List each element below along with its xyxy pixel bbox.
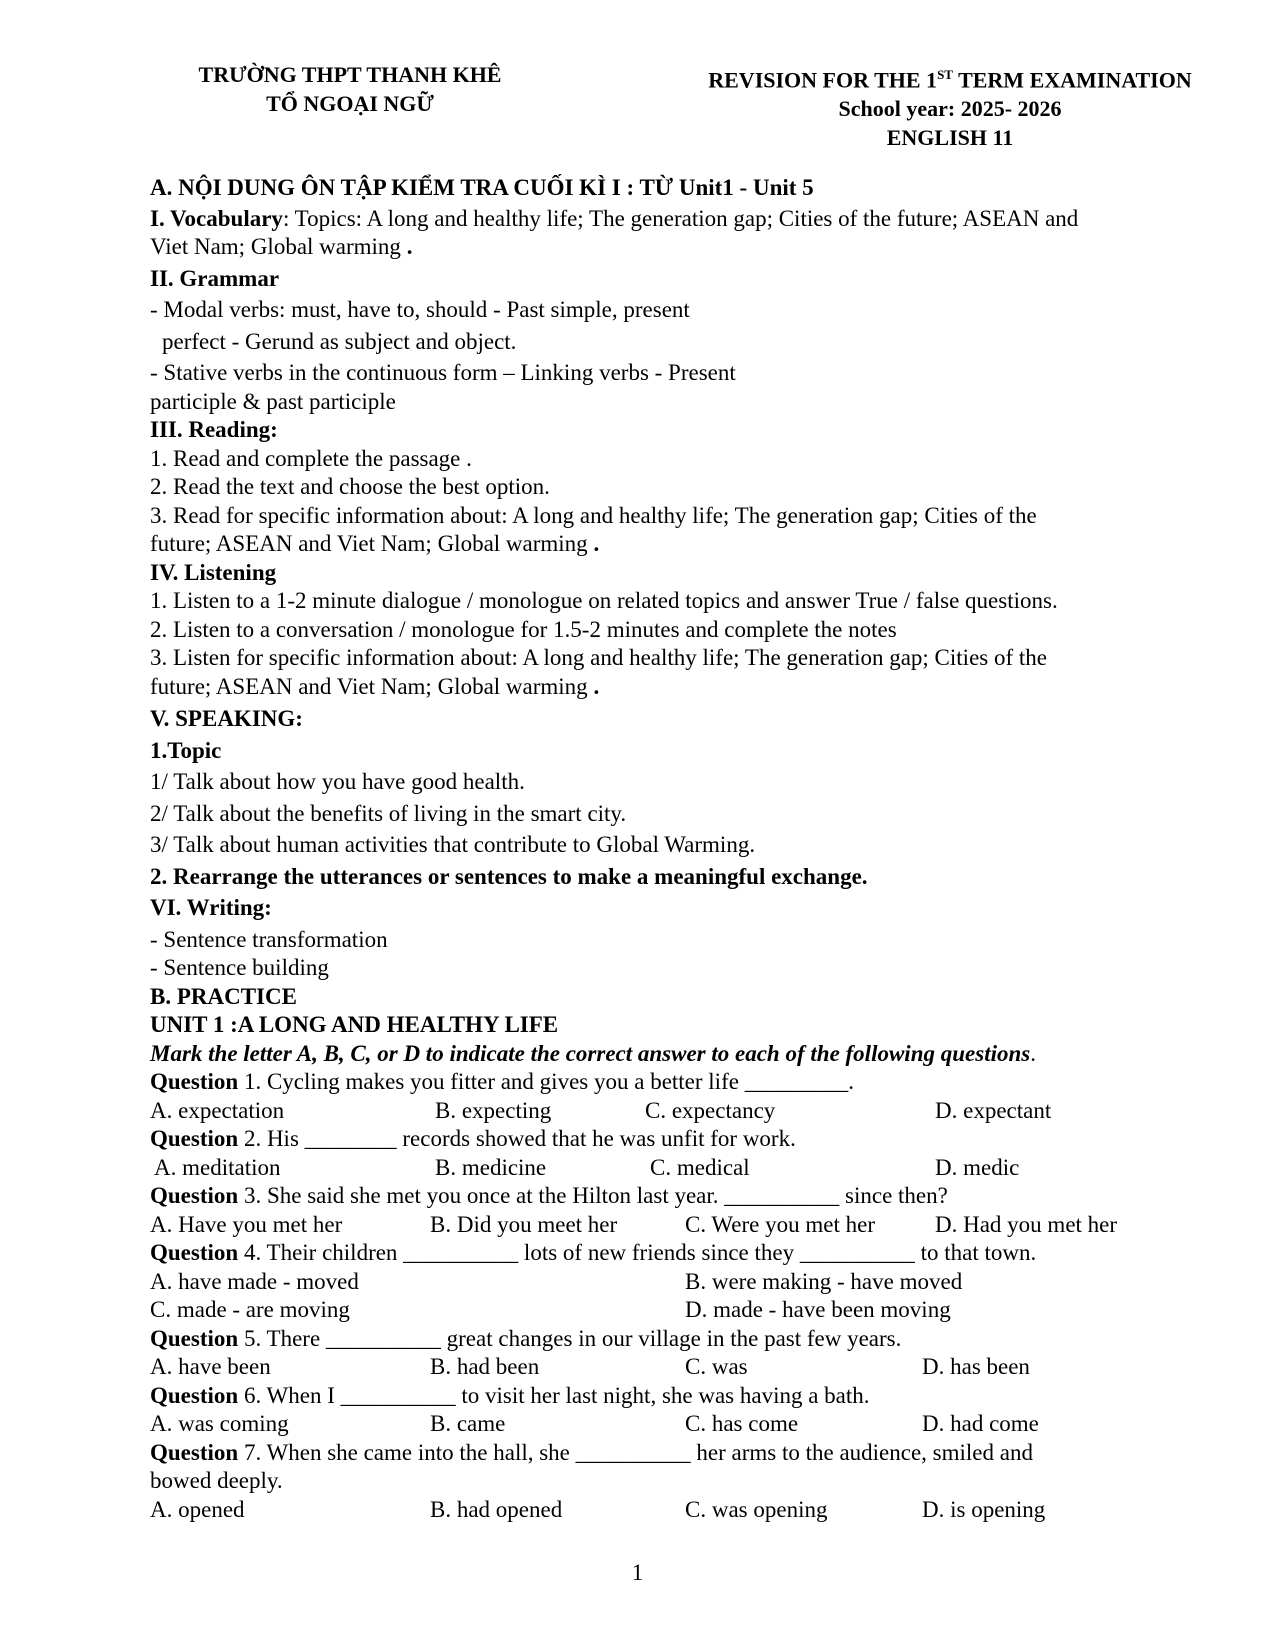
question-text: 2. His ________ records showed that he was unfit for work.	[238, 1126, 796, 1151]
exam-title-sup: ST	[937, 67, 953, 82]
listening-item-3: 3. Listen for specific information about: A long and healthy life; The generation gap; Cities of the	[150, 645, 1047, 670]
grammar-line-2: perfect - Gerund as subject and object.	[162, 328, 517, 354]
option-b: B. Did you meet her	[430, 1211, 618, 1237]
reading-item-3-dot: .	[593, 531, 600, 556]
reading-item-2: 2. Read the text and choose the best option.	[150, 474, 550, 499]
options-1	[150, 1097, 1180, 1126]
option-c: C. was	[685, 1354, 748, 1379]
listening-label: IV. Listening	[150, 559, 277, 585]
question-1	[150, 1068, 1180, 1097]
vocabulary-text: : Topics: A long and healthy life; The generation gap; Cities of the future; ASEAN and	[282, 205, 1079, 231]
writing-label: VI. Writing:	[150, 895, 272, 920]
grammar-line-4: participle & past participle	[150, 388, 396, 414]
question-label: Question	[150, 1240, 239, 1265]
exam-title-text: REVISION FOR THE 1	[708, 67, 938, 93]
options-4-row-1	[150, 1268, 1180, 1297]
reading-label: III. Reading:	[150, 417, 278, 442]
question-text: 6. When I __________ to visit her last night, she was having a bath.	[238, 1382, 870, 1408]
question-text: 4. Their children __________ lots of new friends since they __________ to that town.	[238, 1240, 1037, 1265]
section-b-heading: B. PRACTICE	[150, 983, 297, 1009]
question-text: 3. She said she met you once at the Hilton last year. __________ since then?	[238, 1183, 948, 1208]
topic-item-2: 2/ Talk about the benefits of living in the smart city.	[150, 800, 627, 826]
vocabulary-label: I. Vocabulary	[150, 205, 283, 231]
document-body	[150, 174, 1180, 1524]
subject: ENGLISH 11	[886, 125, 1014, 151]
option-a: A. opened	[150, 1496, 245, 1522]
option-c: C. expectancy	[645, 1097, 776, 1123]
option-b: B. had opened	[430, 1496, 563, 1522]
option-a: A. Have you met her	[150, 1211, 343, 1237]
options-2	[150, 1154, 1180, 1183]
reading-item-3-cont	[150, 530, 1180, 559]
grammar-line-1: - Modal verbs: must, have to, should - Past simple, present	[150, 297, 690, 322]
question-5	[150, 1325, 1180, 1354]
reading-item-3: 3. Read for specific information about: A long and healthy life; The generation gap; Cities of the	[150, 502, 1037, 528]
writing-item-1: - Sentence transformation	[150, 926, 388, 952]
section-a-heading: A. NỘI DUNG ÔN TẬP KIỂM TRA CUỐI KÌ I : TỪ Unit1 - Unit 5	[150, 175, 814, 200]
school-header	[160, 60, 540, 118]
instruction	[150, 1040, 1180, 1069]
vocabulary-dot: .	[406, 234, 413, 259]
exam-header	[660, 60, 1240, 152]
speaking-label: V. SPEAKING:	[150, 706, 303, 731]
question-label: Question	[150, 1439, 239, 1465]
option-a: A. have been	[150, 1354, 271, 1379]
listening-item-3-text: future; ASEAN and Viet Nam; Global warming	[150, 673, 594, 699]
listening-item-3-cont	[150, 673, 1180, 702]
option-b: B. expecting	[435, 1097, 552, 1123]
question-3	[150, 1182, 1180, 1211]
question-text: 1. Cycling makes you fitter and gives you a better life _________.	[238, 1069, 854, 1094]
options-7	[150, 1496, 1180, 1525]
listening-item-3-dot: .	[593, 673, 600, 699]
question-label: Question	[150, 1069, 239, 1094]
topic-item-1: 1/ Talk about how you have good health.	[150, 769, 525, 794]
option-a: A. have made - moved	[150, 1268, 359, 1294]
option-d: D. medic	[935, 1154, 1020, 1180]
page-number: 1	[631, 1560, 644, 1585]
rearrange-item: 2. Rearrange the utterances or sentences to make a meaningful exchange.	[150, 863, 868, 889]
question-text: 5. There __________ great changes in our village in the past few years.	[238, 1325, 902, 1351]
option-d: D. expectant	[935, 1097, 1052, 1123]
exam-title	[660, 60, 1240, 94]
question-7	[150, 1439, 1180, 1468]
option-d: D. made - have been moving	[685, 1297, 951, 1322]
option-d: D. is opening	[922, 1496, 1046, 1522]
option-d: D. had come	[922, 1411, 1039, 1436]
question-label: Question	[150, 1126, 239, 1151]
options-4-row-2	[150, 1296, 1180, 1325]
question-4	[150, 1239, 1180, 1268]
writing-item-2: - Sentence building	[150, 955, 329, 980]
listening-item-1: 1. Listen to a 1-2 minute dialogue / monologue on related topics and answer True / false questions.	[150, 588, 1058, 613]
option-a: A. meditation	[154, 1154, 281, 1180]
question-6	[150, 1382, 1180, 1411]
question-7-cont: bowed deeply.	[150, 1468, 283, 1493]
question-2	[150, 1125, 1180, 1154]
question-label: Question	[150, 1325, 239, 1351]
option-a: A. expectation	[150, 1097, 285, 1123]
question-label: Question	[150, 1382, 239, 1408]
options-3	[150, 1211, 1180, 1240]
listening-item-2: 2. Listen to a conversation / monologue for 1.5-2 minutes and complete the notes	[150, 616, 897, 642]
option-b: B. medicine	[435, 1154, 547, 1180]
option-c: C. Were you met her	[685, 1211, 875, 1237]
option-c: C. was opening	[685, 1496, 828, 1522]
options-6	[150, 1410, 1180, 1439]
exam-title-tail: TERM EXAMINATION	[952, 67, 1192, 93]
school-year: School year: 2025- 2026	[838, 96, 1062, 122]
grammar-line-3: - Stative verbs in the continuous form – Linking verbs - Present	[150, 360, 736, 385]
grammar-label: II. Grammar	[150, 265, 280, 291]
option-b: B. had been	[430, 1354, 540, 1379]
option-d: D. has been	[922, 1354, 1030, 1379]
option-c: C. medical	[650, 1154, 750, 1180]
option-b: B. were making - have moved	[685, 1268, 963, 1294]
vocabulary-line-1	[150, 205, 1180, 234]
topic-label: 1.Topic	[150, 737, 222, 763]
unit-heading: UNIT 1 :A LONG AND HEALTHY LIFE	[150, 1012, 559, 1037]
option-d: D. Had you met her	[935, 1211, 1118, 1237]
instruction-text: Mark the letter A, B, C, or D to indicate the correct answer to each of the following questions	[150, 1040, 1031, 1066]
option-c: C. made - are moving	[150, 1297, 350, 1322]
options-5	[150, 1353, 1180, 1382]
topic-item-3: 3/ Talk about human activities that contribute to Global Warming.	[150, 832, 756, 857]
question-label: Question	[150, 1183, 239, 1208]
question-text: 7. When she came into the hall, she __________ her arms to the audience, smiled and	[238, 1439, 1033, 1465]
option-b: B. came	[430, 1411, 506, 1436]
option-c: C. has come	[685, 1411, 799, 1436]
option-a: A. was coming	[150, 1411, 289, 1436]
vocabulary-text-2: Viet Nam; Global warming	[150, 234, 407, 259]
reading-item-3-text: future; ASEAN and Viet Nam; Global warming	[150, 531, 594, 556]
vocabulary-line-2	[150, 233, 1180, 262]
reading-item-1: 1. Read and complete the passage .	[150, 445, 472, 471]
department-name: TỔ NGOẠI NGỮ	[266, 91, 434, 116]
school-name: TRƯỜNG THPT THANH KHÊ	[198, 62, 502, 87]
instruction-dot: .	[1030, 1040, 1036, 1066]
